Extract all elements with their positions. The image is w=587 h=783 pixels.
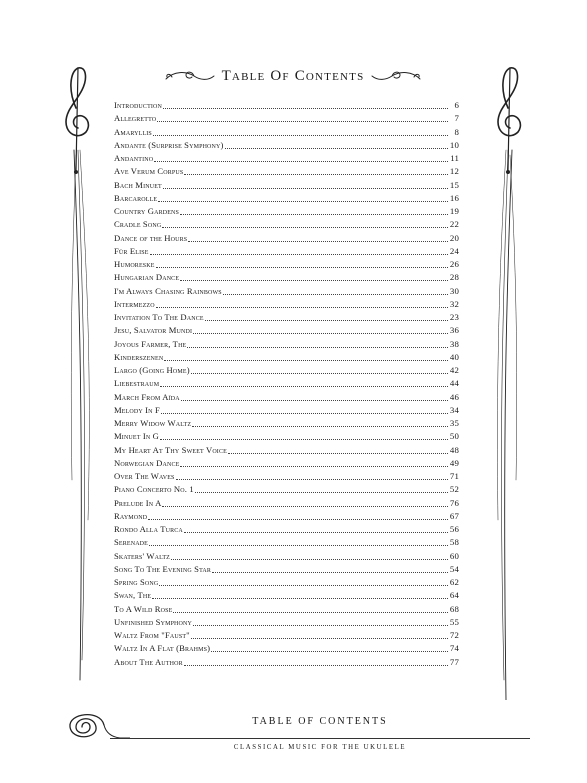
toc-entry xyxy=(114,245,459,258)
dot-leader xyxy=(150,254,448,255)
toc-entry xyxy=(114,523,459,536)
toc-entry-title: Waltz In A Flat (Brahms) xyxy=(114,643,211,654)
toc-entry-page: 62 xyxy=(449,577,459,587)
toc-entry xyxy=(114,457,459,470)
toc-entry-page: 26 xyxy=(449,259,459,269)
toc-entry xyxy=(114,377,459,390)
toc-entry-title: Dance of the Hours xyxy=(114,232,188,243)
dot-leader xyxy=(162,506,448,507)
dot-leader xyxy=(205,320,448,321)
dot-leader xyxy=(193,333,448,334)
dot-leader xyxy=(225,148,448,149)
dot-leader xyxy=(223,294,448,295)
dot-leader xyxy=(181,400,448,401)
dot-leader xyxy=(184,174,448,175)
toc-entry-title: Hungarian Dance xyxy=(114,272,180,283)
toc-entry xyxy=(114,179,459,192)
dot-leader xyxy=(180,214,448,215)
page-title: Table Of Contents xyxy=(221,67,365,84)
toc-entry-title: Prelude In A xyxy=(114,497,162,508)
dot-leader xyxy=(158,201,448,202)
dot-leader xyxy=(184,532,448,533)
dot-leader xyxy=(162,227,448,228)
toc-entry-title: Spring Song xyxy=(114,577,159,587)
dot-leader xyxy=(157,121,448,122)
toc-entry xyxy=(114,152,459,165)
footer-divider xyxy=(110,738,530,739)
toc-entry-title: March From Aïda xyxy=(114,391,180,402)
toc-entry xyxy=(114,616,459,629)
toc-entry-page: 22 xyxy=(449,219,459,230)
toc-entry-page: 8 xyxy=(454,126,459,137)
toc-entry xyxy=(114,563,459,576)
dot-leader xyxy=(171,559,448,560)
toc-entry xyxy=(114,642,459,655)
toc-entry xyxy=(114,232,459,245)
toc-entry xyxy=(114,603,459,616)
toc-entry-page: 52 xyxy=(449,484,459,495)
toc-entry-page: 16 xyxy=(449,192,459,203)
toc-entry-title: Swan, The xyxy=(114,590,152,601)
scroll-swash-icon xyxy=(164,67,216,85)
dot-leader xyxy=(164,360,448,361)
toc-entry-page: 10 xyxy=(449,139,459,150)
toc-entry-title: Bach Minuet xyxy=(114,179,162,190)
toc-entry-page: 12 xyxy=(449,166,459,177)
toc-entry xyxy=(114,510,459,523)
toc-entry-title: Für Elise xyxy=(114,245,149,256)
toc-entry xyxy=(114,99,459,112)
toc-entry-title: Amaryllis xyxy=(114,126,152,137)
toc-entry-title: Piano Concerto No. 1 xyxy=(114,484,194,495)
toc-entry-title: Merry Widow Waltz xyxy=(114,418,192,428)
toc-entry xyxy=(114,656,459,669)
toc-entry xyxy=(114,126,459,139)
dot-leader xyxy=(176,479,448,480)
toc-entry xyxy=(114,576,459,589)
dot-leader xyxy=(154,161,448,162)
dot-leader xyxy=(163,108,448,109)
toc-entry xyxy=(114,324,459,337)
toc-entry xyxy=(114,430,459,443)
toc-entry xyxy=(114,112,459,125)
dot-leader xyxy=(193,625,448,626)
dot-leader xyxy=(159,585,448,586)
dot-leader xyxy=(160,386,448,387)
toc-entry-title: Jesu, Salvator Mundi xyxy=(114,325,193,336)
toc-entry-title: Serenade xyxy=(114,537,148,548)
toc-entry-page: 6 xyxy=(454,100,459,110)
toc-entry-title: Country Gardens xyxy=(114,206,180,216)
toc-entry xyxy=(114,311,459,324)
footer-subtitle: CLASSICAL MUSIC FOR THE UKULELE xyxy=(233,744,407,751)
toc-entry-title: Waltz From "Faust" xyxy=(114,630,190,640)
toc-entry xyxy=(114,589,459,602)
toc-entry-page: 32 xyxy=(449,298,459,309)
dot-leader xyxy=(149,545,448,546)
dot-leader xyxy=(161,413,448,414)
toc-entry xyxy=(114,391,459,404)
toc-entry-page: 67 xyxy=(449,510,459,521)
toc-entry-title: Melody In F xyxy=(114,404,160,415)
dot-leader xyxy=(160,439,448,440)
toc-entry-page: 50 xyxy=(449,431,459,442)
toc-entry-page: 7 xyxy=(454,113,459,124)
toc-entry xyxy=(114,192,459,205)
toc-entry-page: 58 xyxy=(449,537,459,548)
dot-leader xyxy=(228,453,448,454)
toc-entry xyxy=(114,165,459,178)
toc-entry-page: 68 xyxy=(449,603,459,614)
treble-clef-flourish-icon xyxy=(58,60,100,700)
toc-entry-page: 60 xyxy=(449,550,459,561)
toc-entry xyxy=(114,470,459,483)
toc-entry xyxy=(114,139,459,152)
toc-entry-page: 64 xyxy=(449,590,459,601)
dot-leader xyxy=(180,466,448,467)
toc-entry-title: Kinderszenen xyxy=(114,351,164,362)
toc-entry-page: 15 xyxy=(449,179,459,190)
footer-title: TABLE OF CONTENTS xyxy=(252,716,388,727)
dot-leader xyxy=(156,307,448,308)
toc-entry-title: Invitation To The Dance xyxy=(114,312,204,322)
dot-leader xyxy=(192,426,448,427)
dot-leader xyxy=(195,492,448,493)
toc-entry-page: 76 xyxy=(449,497,459,508)
toc-entry xyxy=(114,364,459,377)
toc-entry-page: 24 xyxy=(449,245,459,256)
toc-entry-page: 54 xyxy=(449,563,459,574)
dot-leader xyxy=(148,519,448,520)
toc-entry-page: 56 xyxy=(449,524,459,534)
toc-entry-page: 38 xyxy=(449,338,459,349)
dot-leader xyxy=(184,665,448,666)
toc-entry xyxy=(114,417,459,430)
toc-entry-page: 72 xyxy=(449,630,459,640)
toc-entry-page: 19 xyxy=(449,206,459,216)
toc-entry-page: 46 xyxy=(449,391,459,402)
toc-entry-title: Andante (Surprise Symphony) xyxy=(114,139,224,150)
toc-entry-title: Introduction xyxy=(114,100,162,110)
toc-entry xyxy=(114,444,459,457)
dot-leader xyxy=(163,188,448,189)
toc-entry xyxy=(114,298,459,311)
toc-entry-title: About The Author xyxy=(114,656,183,667)
toc-entry xyxy=(114,536,459,549)
toc-entry-title: Barcarolle xyxy=(114,192,158,203)
toc-entry-title: Unfinished Symphony xyxy=(114,616,192,627)
scroll-swash-icon xyxy=(370,67,422,85)
dot-leader xyxy=(152,598,448,599)
dot-leader xyxy=(156,267,448,268)
toc-entry-page: 36 xyxy=(449,325,459,336)
toc-entry-page: 40 xyxy=(449,351,459,362)
dot-leader xyxy=(153,135,448,136)
toc-entry-title: Norwegian Dance xyxy=(114,457,180,468)
spiral-swirl-icon xyxy=(60,707,130,747)
toc-entry-title: Cradle Song xyxy=(114,219,162,230)
toc-entry-title: To A Wild Rose xyxy=(114,603,173,614)
dot-leader xyxy=(191,373,448,374)
toc-entry-title: Rondo Alla Turca xyxy=(114,524,183,534)
toc-entry-title: My Heart At Thy Sweet Voice xyxy=(114,444,227,455)
dot-leader xyxy=(211,651,448,652)
toc-entry-page: 77 xyxy=(449,656,459,667)
dot-leader xyxy=(187,347,448,348)
toc-entry-page: 74 xyxy=(449,643,459,654)
toc-entry xyxy=(114,258,459,271)
toc-entry-title: Ave Verum Corpus xyxy=(114,166,184,177)
treble-clef-flourish-icon xyxy=(488,60,530,700)
toc-entry-title: Allegretto xyxy=(114,113,157,124)
dot-leader xyxy=(212,572,448,573)
toc-entry-title: I'm Always Chasing Rainbows xyxy=(114,285,222,296)
toc-entry-page: 34 xyxy=(449,404,459,415)
toc-entry xyxy=(114,271,459,284)
toc-entry-page: 49 xyxy=(449,457,459,468)
toc-entry-page: 20 xyxy=(449,232,459,243)
toc-entry-page: 30 xyxy=(449,285,459,296)
dot-leader xyxy=(191,638,448,639)
toc-entry-page: 11 xyxy=(450,153,459,163)
dot-leader xyxy=(188,241,448,242)
dot-leader xyxy=(180,280,448,281)
toc-entry-title: Liebestraum xyxy=(114,378,160,389)
toc-entry-title: Humoreske xyxy=(114,259,155,269)
toc-entry xyxy=(114,285,459,298)
toc-entry-page: 28 xyxy=(449,272,459,283)
toc-entry xyxy=(114,550,459,563)
toc-entry-title: Raymond xyxy=(114,510,148,521)
toc-entry-page: 23 xyxy=(449,312,459,322)
toc-entry-title: Song To The Evening Star xyxy=(114,563,212,574)
toc-entry-title: Largo (Going Home) xyxy=(114,365,190,375)
toc-entry xyxy=(114,497,459,510)
toc-entry-title: Skaters' Waltz xyxy=(114,550,170,561)
toc-entry xyxy=(114,338,459,351)
toc-entry-page: 71 xyxy=(449,471,459,481)
toc-entry xyxy=(114,629,459,642)
toc-entry-title: Joyous Farmer, The xyxy=(114,338,187,349)
toc-entry-page: 55 xyxy=(449,616,459,627)
toc-entry-title: Over The Waves xyxy=(114,471,175,481)
toc-entry xyxy=(114,351,459,364)
toc-entry xyxy=(114,205,459,218)
toc-list xyxy=(114,99,459,669)
title-row xyxy=(140,64,446,88)
toc-entry xyxy=(114,404,459,417)
toc-entry-page: 35 xyxy=(449,418,459,428)
toc-entry-page: 48 xyxy=(449,444,459,455)
toc-entry-page: 42 xyxy=(449,365,459,375)
dot-leader xyxy=(173,612,448,613)
toc-entry-title: Intermezzo xyxy=(114,298,155,309)
toc-entry-title: Andantino xyxy=(114,153,154,163)
toc-entry xyxy=(114,218,459,231)
toc-entry xyxy=(114,483,459,496)
toc-entry-title: Minuet In G xyxy=(114,431,159,442)
toc-entry-page: 44 xyxy=(449,378,459,389)
